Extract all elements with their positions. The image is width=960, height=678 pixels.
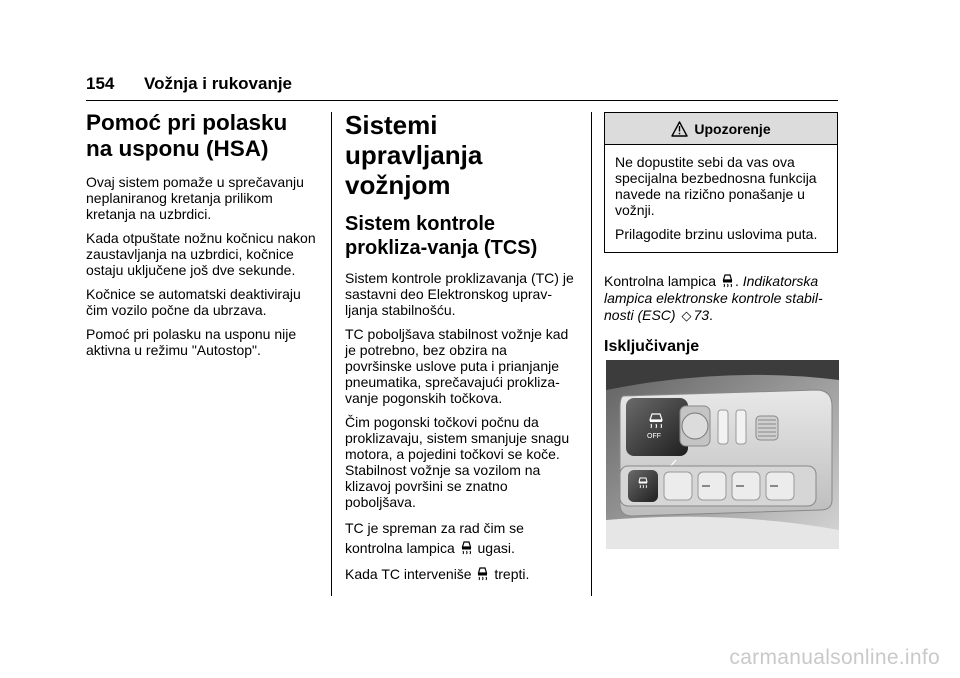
hsa-paragraph: Pomoć pri polasku na usponu nije aktivna u režimu "Autostop". [86, 326, 297, 358]
column-divider-2 [591, 112, 592, 596]
page-reference-icon: ◇ [681, 308, 692, 323]
hsa-paragraph: Kočnice se automatski deaktiviraju čim vozilo počne da ubrzava. [86, 286, 301, 318]
traction-control-icon [722, 274, 733, 288]
warning-header [605, 113, 837, 145]
warning-body [605, 145, 837, 252]
tcs-intervene-suffix: trepti. [494, 566, 530, 582]
watermark: carmanualsonline.info [729, 646, 940, 669]
hsa-title: Pomoć pri polasku na usponu (HSA) [86, 110, 288, 161]
indicator-italic-text: Indikatorska lampica elektronske kontrole stabil-nosti (ESC) [604, 273, 823, 323]
traction-control-icon [461, 541, 472, 555]
switch-panel-illustration [606, 360, 839, 549]
page-number: 154 [86, 74, 115, 93]
warning-text: Prilagodite brzinu uslovima puta. [615, 226, 818, 242]
warning-text: Ne dopustite sebi da vas ova specijalna bezbednosna funkcija navede na rizično ponašanje u vožnji. [615, 154, 817, 218]
column-hsa [86, 110, 318, 366]
warning-triangle-icon [671, 121, 688, 137]
tcs-ready-text: TC je spreman za rad čim se kontrolna lampica [345, 520, 524, 556]
photo-off-label: OFF [647, 433, 661, 440]
switch-off-heading: Isključivanje [604, 338, 700, 355]
section-title: Vožnja i rukovanje [144, 74, 293, 93]
tcs-subtitle: Sistem kontrole prokliza-vanja (TCS) [345, 213, 538, 259]
column-divider-1 [331, 112, 332, 596]
tcs-paragraph: Sistem kontrole proklizavanja (TC) je sastavni deo Elektronskog uprav-ljanja stabilnošću. [345, 270, 574, 318]
page-reference-link[interactable]: 73 [693, 307, 710, 323]
tcs-paragraph [345, 566, 577, 582]
warning-title: Upozorenje [694, 120, 771, 137]
column-driving-systems [345, 110, 577, 590]
traction-control-icon [477, 567, 488, 581]
reference-suffix: . [709, 307, 713, 323]
indicator-reference: Kontrolna lampica . Indikatorska lampica elektronske kontrole stabil-nosti (ESC) ◇ 73. [604, 273, 823, 323]
tcs-paragraph: Čim pogonski točkovi počnu da proklizavaju, sistem smanjuje snagu motora, a pojedini točkovi se koče. Stabilnost vožnje sa vozilom na klizavoj površini se znatno poboljšava. [345, 414, 570, 510]
page-header [86, 70, 838, 101]
tcs-ready-suffix: ugasi. [477, 540, 515, 556]
warning-box [604, 112, 838, 253]
hsa-paragraph: Ovaj sistem pomaže u sprečavanju neplaniranog kretanja prilikom kretanja na uzbrdici. [86, 174, 304, 222]
tcs-paragraph [345, 518, 577, 558]
hsa-paragraph: Kada otpuštate nožnu kočnicu nakon zaustavljanja na uzbrdici, kočnice ostaju uključene još dve sekunde. [86, 230, 316, 278]
tcs-paragraph: TC poboljšava stabilnost vožnje kad je potrebno, bez obzira na površinske uslove puta i prianjanje pneumatika, sprečavajući prokliza-vanje pogonskih točkova. [345, 326, 569, 406]
column-warning [604, 112, 838, 368]
indicator-text: Kontrolna lampica [604, 273, 717, 289]
tcs-intervene-text: Kada TC interveniše [345, 566, 472, 582]
tc-switch-photo [606, 360, 839, 549]
driving-systems-title: Sistemi upravljanja vožnjom [345, 110, 483, 200]
